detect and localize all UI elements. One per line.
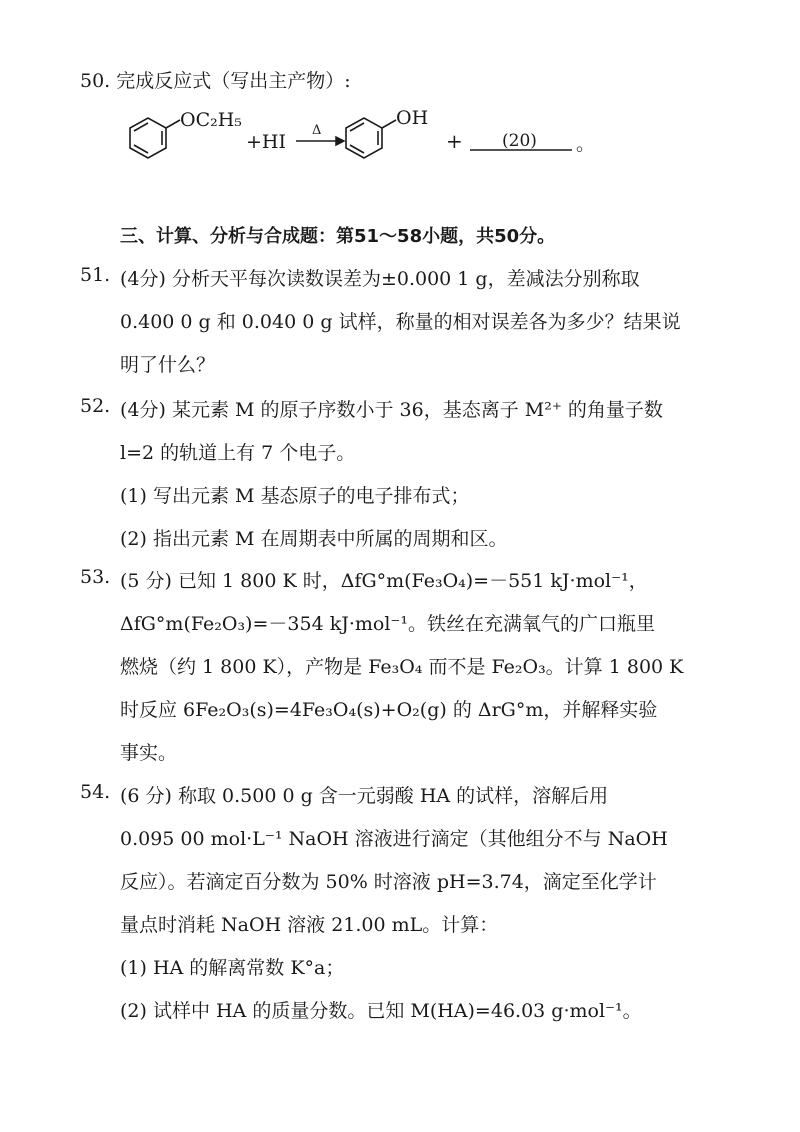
ethoxy-group: OC₂H₅ — [180, 109, 242, 131]
benzene-ring-reactant-icon — [130, 118, 180, 158]
question-51-line-2: 0.400 0 g 和 0.040 0 g 试样，称量的相对误差各为多少？结果说 — [120, 311, 681, 333]
question-53-line-2: ΔfG°m(Fe₂O₃)=－354 kJ·mol⁻¹。铁丝在充满氧气的广口瓶里 — [120, 613, 656, 635]
question-54-line-4: 量点时消耗 NaOH 溶液 21.00 mL。计算： — [120, 914, 499, 936]
plus-sign: + — [446, 129, 463, 153]
question-52-number: 52. — [80, 395, 111, 417]
reaction-arrow-icon — [296, 137, 344, 145]
question-54-line-5: (1) HA 的解离常数 K°a； — [120, 957, 345, 979]
benzene-ring-product-icon — [346, 118, 396, 158]
reagent-hi: +HI — [246, 131, 286, 153]
question-54-line-2: 0.095 00 mol·L⁻¹ NaOH 溶液进行滴定（其他组分不与 NaOH — [120, 828, 668, 850]
question-text: 完成反应式（写出主产物）: — [116, 70, 351, 92]
question-54-number: 54. — [80, 781, 111, 803]
question-53-number: 53. — [80, 566, 111, 588]
hydroxyl-group: OH — [396, 107, 429, 129]
question-number: 50. — [80, 70, 111, 92]
question-52-line-2: l=2 的轨道上有 7 个电子。 — [120, 442, 356, 464]
question-50-prompt — [80, 66, 351, 93]
question-54-line-6: (2) 试样中 HA 的质量分数。已知 M(HA)=46.03 g·mol⁻¹。 — [120, 1000, 642, 1022]
question-53-line-4: 时反应 6Fe₂O₃(s)=4Fe₃O₄(s)+O₂(g) 的 ΔrG°m，并解释实验 — [120, 699, 658, 721]
reaction-scheme — [110, 104, 630, 174]
question-52-line-1: (4分) 某元素 M 的原子序数小于 36，基态离子 M²⁺ 的角量子数 — [120, 399, 663, 421]
section-heading: 三、计算、分析与合成题：第51～58小题，共50分。 — [120, 226, 556, 247]
question-54-line-3: 反应）。若滴定百分数为 50% 时溶液 pH=3.74，滴定至化学计 — [120, 871, 657, 893]
heat-condition: Δ — [312, 123, 322, 138]
question-54-line-1: (6 分) 称取 0.500 0 g 含一元弱酸 HA 的试样，溶解后用 — [120, 785, 609, 807]
answer-blank-20: (20) — [502, 131, 537, 151]
question-53-line-3: 燃烧（约 1 800 K），产物是 Fe₃O₄ 而不是 Fe₂O₃。计算 1 800 K — [120, 656, 684, 678]
question-52-line-4: (2) 指出元素 M 在周期表中所属的周期和区。 — [120, 528, 508, 550]
question-51-line-1: (4分) 分析天平每次读数误差为±0.000 1 g，差减法分别称取 — [120, 268, 640, 290]
question-52-line-3: (1) 写出元素 M 基态原子的电子排布式； — [120, 485, 470, 507]
period-mark: 。 — [576, 133, 596, 155]
question-53-line-1: (5 分) 已知 1 800 K 时，ΔfG°m(Fe₃O₄)=－551 kJ·mol⁻¹， — [120, 570, 648, 592]
question-51-number: 51. — [80, 264, 111, 286]
question-53-line-5: 事实。 — [120, 742, 178, 764]
question-51-line-3: 明了什么？ — [120, 354, 216, 376]
